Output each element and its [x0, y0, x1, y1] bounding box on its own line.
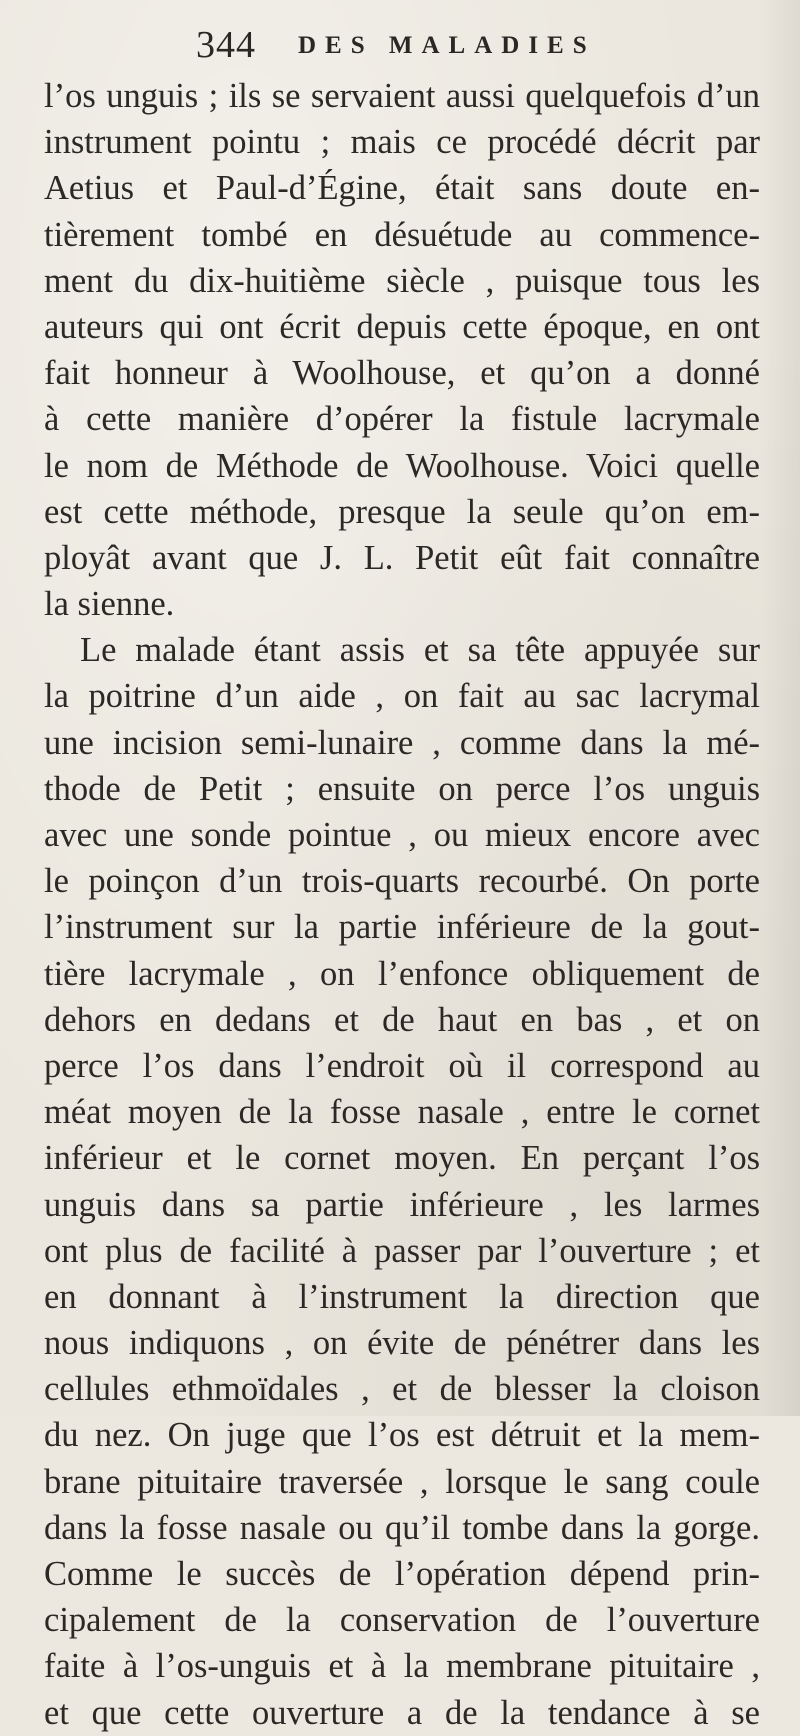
text-line: ont plus de facilité à passer par l’ouverture ; et [44, 1231, 760, 1270]
text-line: Comme le succès de l’opération dépend prin- [44, 1555, 760, 1593]
text-line: en donnant à l’instrument la direction que [44, 1277, 760, 1316]
text-line: nous indiquons , on évite de pénétrer dans les [44, 1324, 760, 1363]
text-line: tière lacrymale , on l’enfonce obliquement de [44, 954, 760, 993]
page-number: 344 [196, 24, 256, 66]
text-line: brane pituitaire traversée , lorsque le sang coule [44, 1462, 760, 1501]
text-line: instrument pointu ; mais ce procédé décrit par [44, 123, 760, 162]
text-line: méat moyen de la fosse nasale , entre le cornet [44, 1093, 760, 1132]
text-line: unguis dans sa partie inférieure , les larmes [44, 1185, 760, 1224]
text-line: avec une sonde pointue , ou mieux encore avec [44, 816, 760, 854]
text-line: le poinçon d’un trois-quarts recourbé. On porte [44, 862, 760, 901]
page-edge-shadow [760, 0, 800, 1416]
running-head: DES MALADIES [298, 32, 596, 59]
text-line: dans la fosse nasale ou qu’il tombe dans la gorge. [44, 1508, 760, 1547]
text-line: thode de Petit ; ensuite on perce l’os unguis [44, 769, 760, 808]
text-line: à cette manière d’opérer la fistule lacrymale [44, 400, 760, 439]
text-line: faite à l’os-unguis et à la membrane pituitaire , [44, 1647, 760, 1686]
text-line: Aetius et Paul-d’Égine, était sans doute en- [44, 169, 760, 208]
page-header [0, 22, 800, 68]
text-line: ployât avant que J. L. Petit eût fait connaître [44, 538, 760, 577]
text-line: cipalement de la conservation de l’ouverture [44, 1601, 760, 1640]
text-line: et que cette ouverture a de la tendance à se [44, 1693, 760, 1732]
body-text [44, 73, 760, 1736]
paragraph-start: Le malade étant assis et sa tête appuyée sur [80, 631, 760, 670]
text-line: la sienne. [44, 585, 175, 624]
text-line: du nez. On juge que l’os est détruit et la mem- [44, 1416, 760, 1455]
text-line: perce l’os dans l’endroit où il correspond au [44, 1046, 760, 1085]
text-line: une incision semi-lunaire , comme dans la mé- [44, 723, 760, 762]
text-line: fait honneur à Woolhouse, et qu’on a donné [44, 354, 760, 393]
text-line: le nom de Méthode de Woolhouse. Voici quelle [44, 446, 760, 485]
text-line: auteurs qui ont écrit depuis cette époque, en ont [44, 307, 760, 346]
text-line: tièrement tombé en désuétude au commence- [44, 215, 760, 254]
text-line: cellules ethmoïdales , et de blesser la cloison [44, 1370, 760, 1409]
text-line: la poitrine d’un aide , on fait au sac lacrymal [44, 677, 760, 716]
text-line: inférieur et le cornet moyen. En perçant l’os [44, 1139, 760, 1178]
text-line: est cette méthode, presque la seule qu’on em- [44, 492, 760, 531]
text-line: ment du dix-huitième siècle , puisque tous les [44, 261, 760, 300]
text-line: l’instrument sur la partie inférieure de la gout- [44, 908, 760, 947]
text-line: dehors en dedans et de haut en bas , et on [44, 1000, 760, 1039]
text-line: l’os unguis ; ils se servaient aussi quelquefois d’un [44, 77, 760, 115]
